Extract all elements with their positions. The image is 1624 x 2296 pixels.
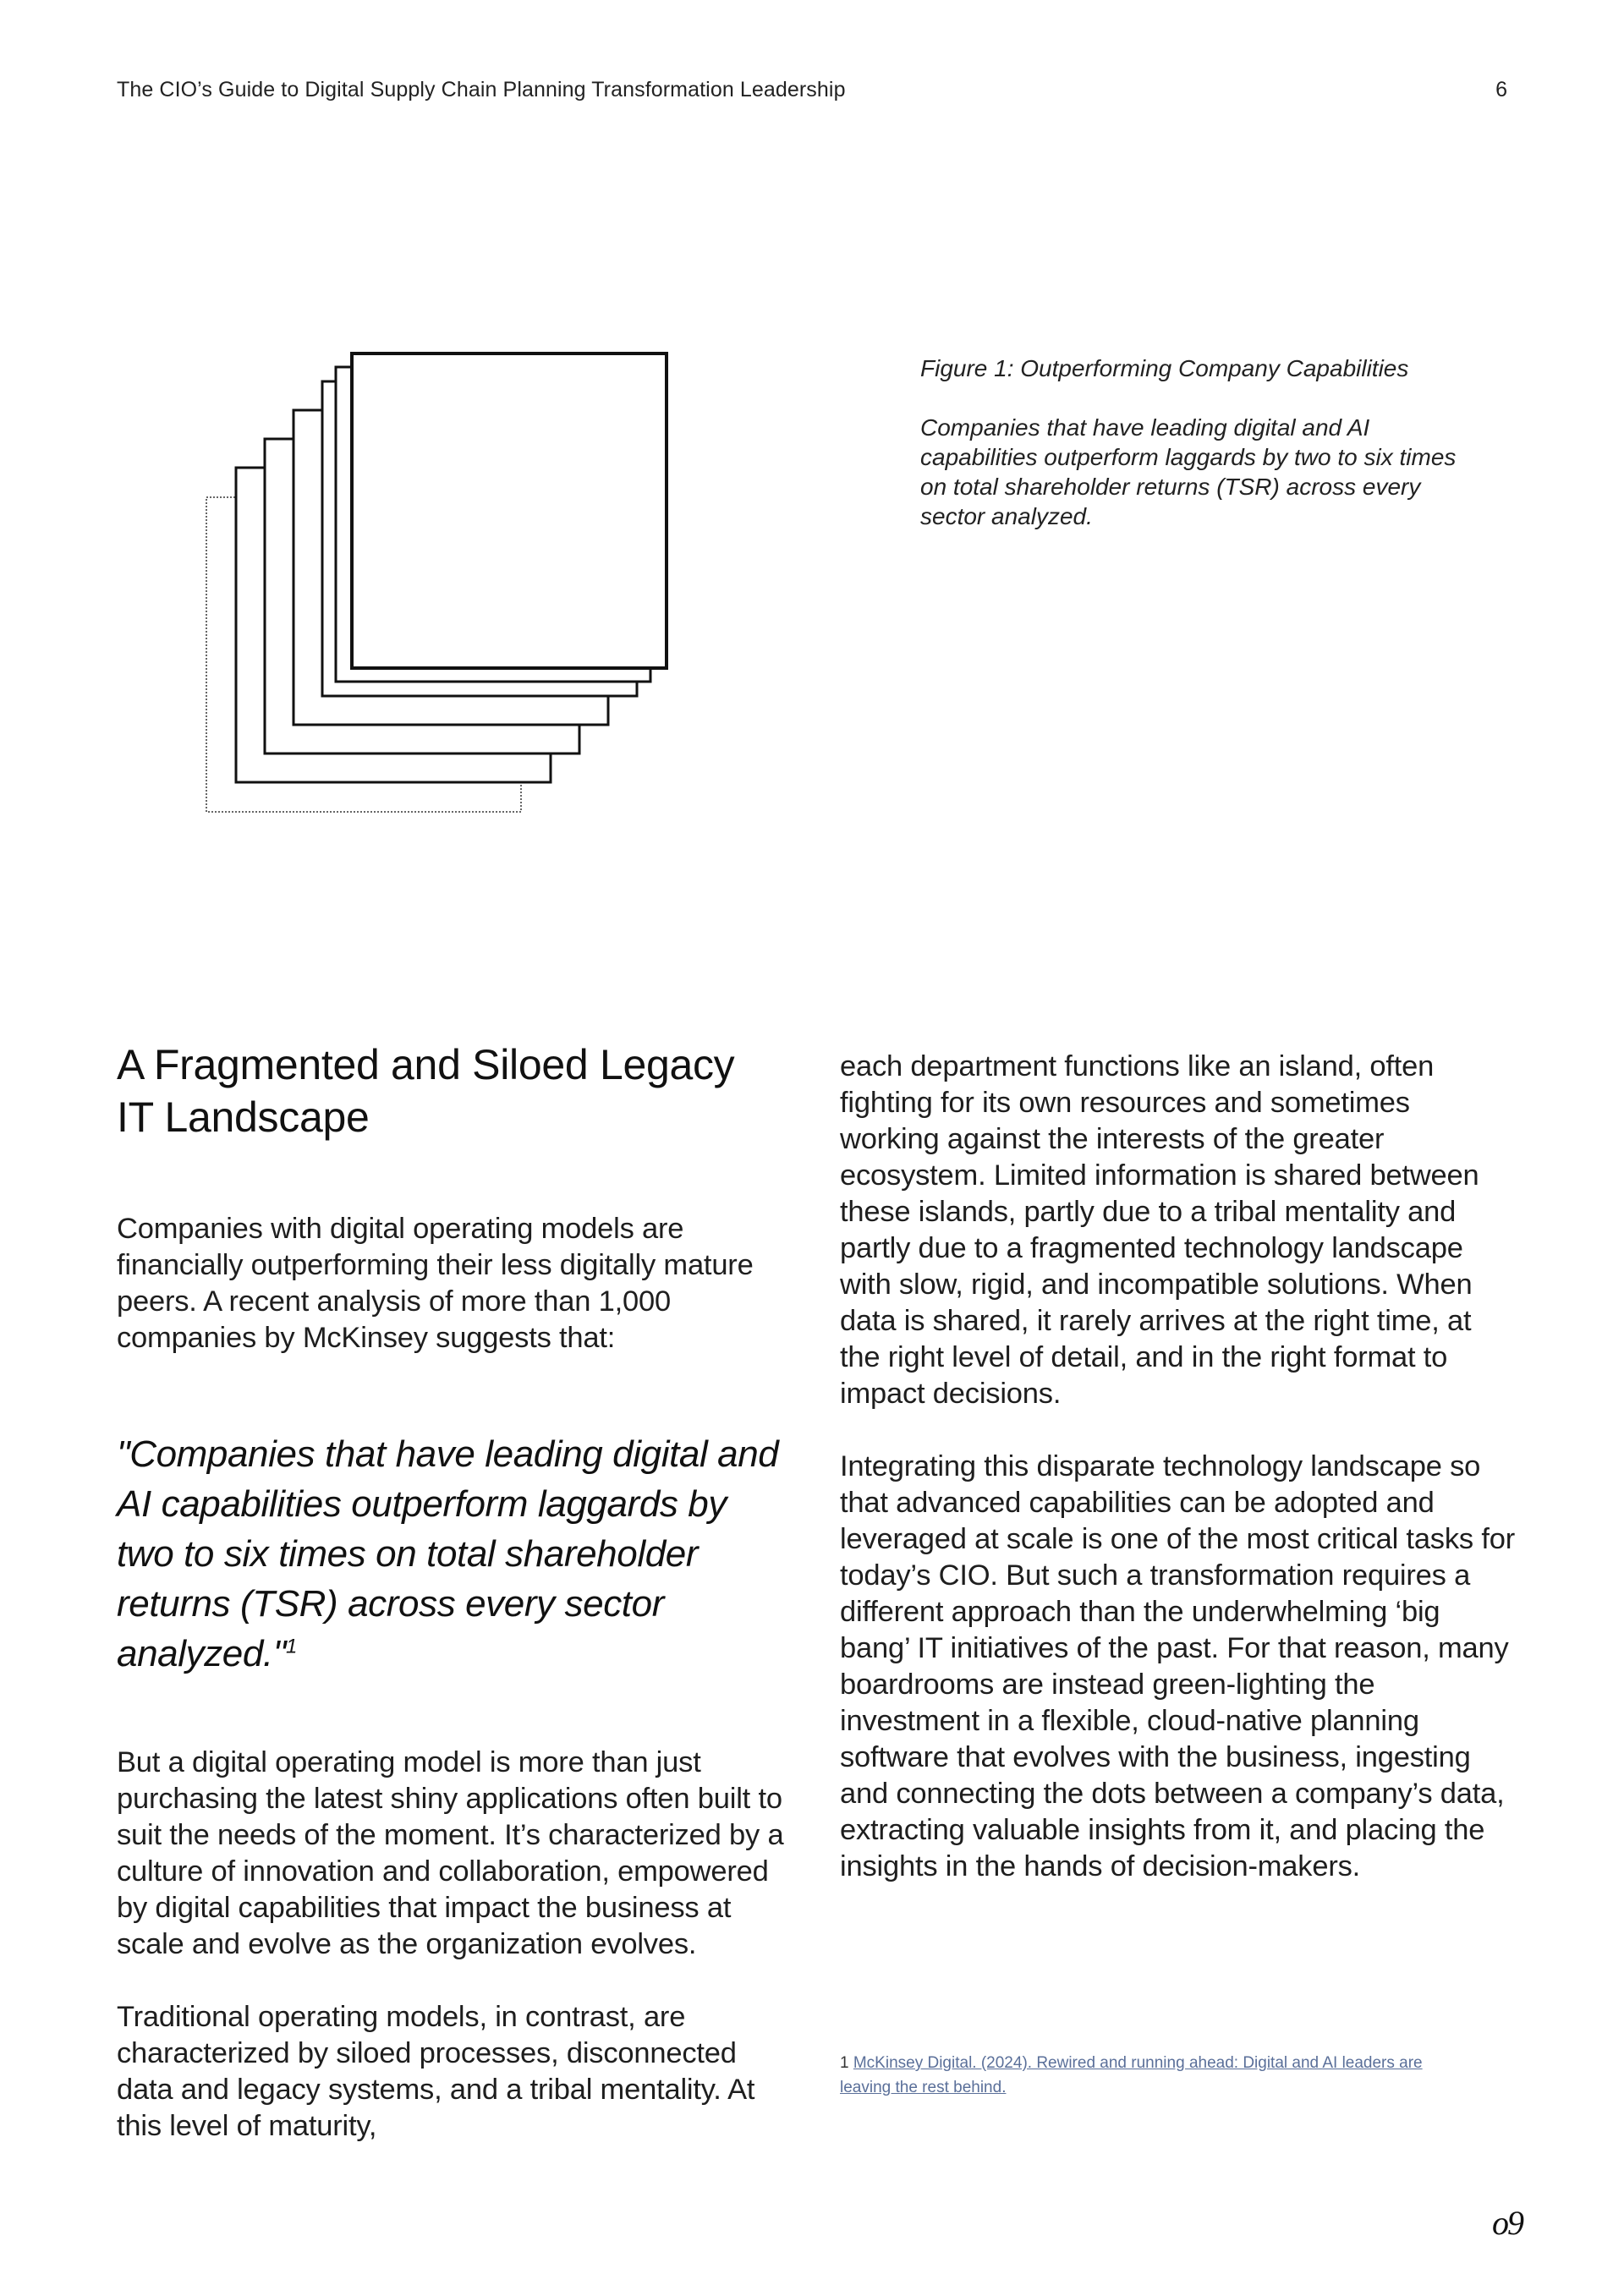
intro-paragraph: Companies with digital operating models are financially outperforming their less digitally mature peers. A recent analysis of more than 1,000 companies by McKinsey suggests that:: [117, 1213, 754, 1354]
figure-caption: [920, 353, 1462, 531]
section-title-line-1: A Fragmented and Siloed Legacy: [117, 1041, 735, 1088]
figure-description: Companies that have leading digital and AI capabilities outperform laggards by two to six times on total shareholder returns (TSR) across every sector analyzed.: [920, 414, 1457, 529]
paragraph-traditional-models: Traditional operating models, in contrast, are characterized by siloed processes, disconnected data and legacy systems, and a tribal mentality. At this level of maturity,: [117, 2001, 755, 2142]
left-column: [117, 1038, 793, 2145]
section-title-line-2: IT Landscape: [117, 1093, 370, 1141]
section-title: [117, 1038, 793, 1143]
quote-footnote-ref: 1: [285, 1635, 297, 1658]
page-number: 6: [1495, 78, 1507, 101]
figure-title: Figure 1: Outperforming Company Capabilities: [920, 355, 1409, 381]
paragraph-integration: Integrating this disparate technology landscape so that advanced capabilities can be adopted and leveraged at scale is one of the most critical tasks for today’s CIO. But such a transformation requires a different approach than the underwhelming ‘big bang’ IT initiatives of the past. For that reason, many boardrooms are instead green-lighting the investment in a flexible, cloud-native planning software that evolves with the business, ingesting and connecting the dots between a company’s data, extracting valuable insights from it, and placing the insights in the hands of decision-makers.: [840, 1450, 1516, 1882]
pull-quote-text: "Companies that have leading digital and AI capabilities outperform laggards by two to six times on total shareholder returns (TSR) across every sector analyzed.": [117, 1433, 779, 1674]
stacked-squares-illustration: [203, 350, 677, 824]
footnote: [840, 2051, 1449, 2100]
stack-layer-1: [352, 353, 667, 668]
right-column: [840, 1049, 1517, 1885]
paragraph-digital-model: But a digital operating model is more than just purchasing the latest shiny applications often built to suit the needs of the moment. It’s characterized by a culture of innovation and collaboration, empowered by digital capabilities that impact the business at scale and evolve as the organization evolves.: [117, 1746, 784, 1960]
brand-logo: o9: [1492, 2204, 1522, 2242]
footnote-number: 1: [840, 2054, 849, 2072]
paragraph-department-islands: each department functions like an island, often fighting for its own resources and sometimes working against the interests of the greater ecosystem. Limited information is shared between these islands, partly due to a tribal mentality and partly due to a fragmented technology landscape with slow, rigid, and incompatible solutions. When data is shared, it rarely arrives at the right time, at the right level of detail, and in the right format to impact decisions.: [840, 1050, 1479, 1410]
running-header: The CIO’s Guide to Digital Supply Chain Planning Transformation Leadership: [117, 78, 846, 101]
pull-quote: [117, 1429, 793, 1679]
footnote-link[interactable]: McKinsey Digital. (2024). Rewired and running ahead: Digital and AI leaders are leaving the rest behind.: [840, 2054, 1423, 2096]
